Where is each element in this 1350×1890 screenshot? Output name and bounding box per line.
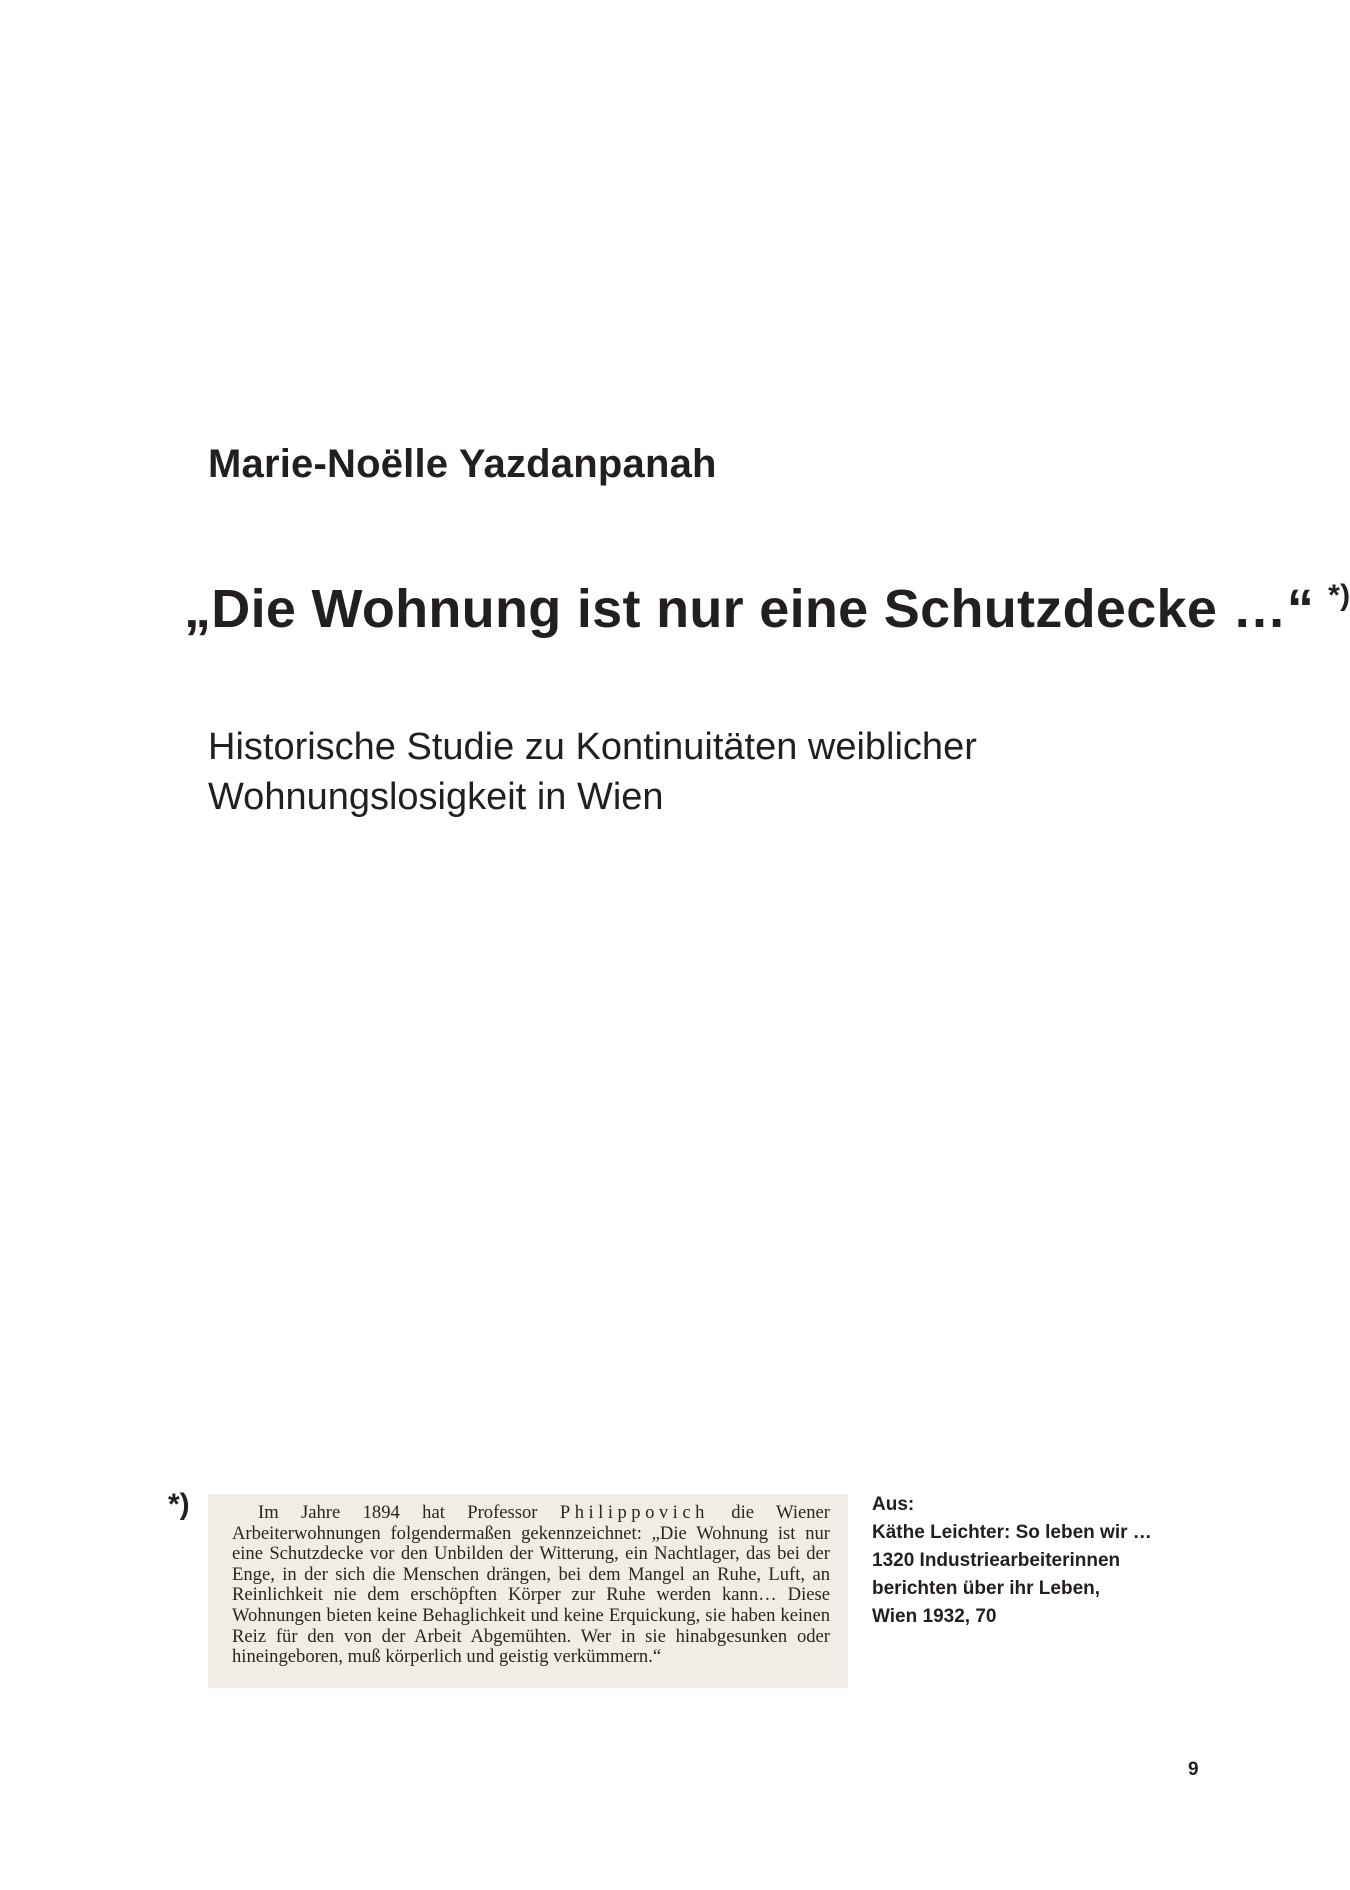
source-line-5: Wien 1932, 70 [872, 1606, 997, 1627]
quote-text-before: Im Jahre 1894 hat Professor [258, 1502, 560, 1523]
footnote-source [872, 1491, 1152, 1631]
quote-text-after: die Wiener Arbeiterwohnungen folgendermaßen gekennzeichnet: „Die Wohnung ist nur eine Schutzdecke vor den Unbilden der Witterung, ein Nachtlager, das bei der Enge, in der sich die Menschen drängen, bei dem Mangel an Ruhe, Luft, an Reinlichkeit nie dem erschöpften Körper zur Ruhe werden kann… Diese Wohnungen bieten keine Behaglichkeit und keine Erquickung, sie haben keinen Reiz für den von der Arbeit Abgemühten. Wer in sie hinabgesunken oder hineingeboren, muß körperlich und geistig verkümmern.“ [232, 1502, 830, 1668]
chapter-title-text: „Die Wohnung ist nur eine Schutzdecke …“ [184, 579, 1315, 639]
chapter-subtitle [208, 722, 977, 822]
source-line-3: 1320 Industriearbeiterinnen [872, 1550, 1121, 1571]
source-line-4: berichten über ihr Leben, [872, 1578, 1101, 1599]
title-footnote-ref: *) [1328, 579, 1350, 612]
footnote-marker: *) [168, 1488, 190, 1521]
subtitle-line-2: Wohnungslosigkeit in Wien [208, 776, 664, 818]
page-number: 9 [1188, 1759, 1199, 1780]
footnote-quote-text [232, 1503, 830, 1668]
author-name: Marie-Noëlle Yazdanpanah [208, 442, 717, 486]
source-line-1: Aus: [872, 1494, 915, 1515]
subtitle-line-1: Historische Studie zu Kontinuitäten weiblicher [208, 726, 977, 768]
source-line-2: Käthe Leichter: So leben wir … [872, 1522, 1152, 1543]
quote-name-spaced: Philippovich [559, 1502, 709, 1523]
footnote-quote-box [208, 1494, 848, 1688]
chapter-title [184, 578, 1350, 640]
